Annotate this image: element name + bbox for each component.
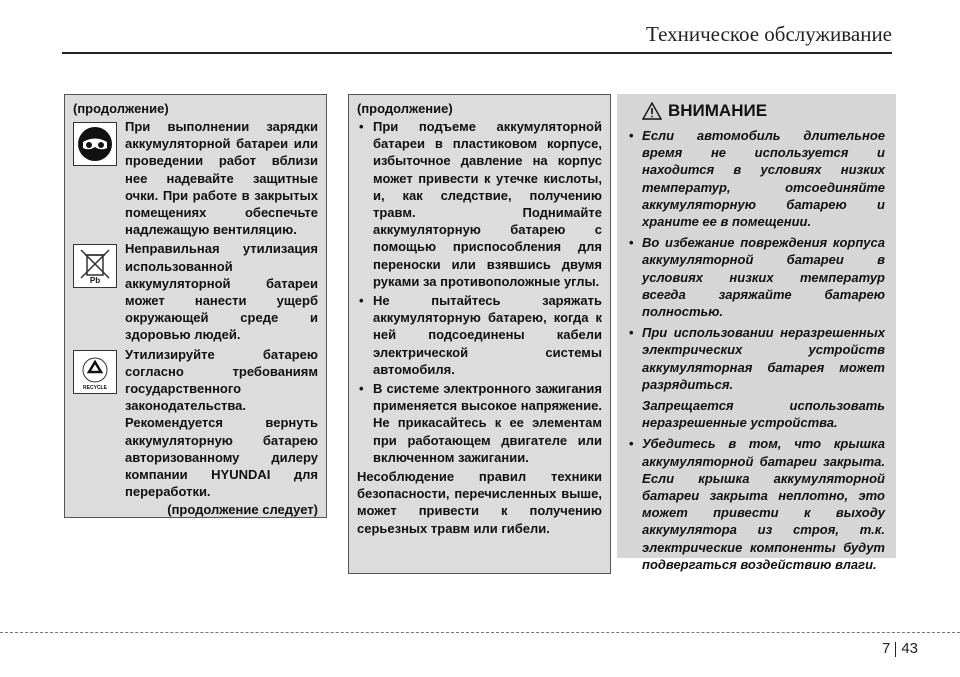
recycle-label: RECYCLE [83, 384, 107, 391]
caution-box [617, 94, 896, 572]
crossed-bin-icon [73, 244, 117, 288]
safety-goggles-icon [73, 122, 117, 166]
caution-title: ВНИМАНИЕ [668, 101, 768, 120]
disposal-row [73, 240, 318, 343]
page-number [882, 640, 918, 657]
goggles-text: При выполнении зарядки аккумуляторной батареи или проведении работ вблизи нее надевайте защитные очки. При работе в закрытых помещениях обеспечьте надлежащую вентиляцию. [125, 119, 318, 238]
chapter-number: 7 [881, 640, 891, 657]
page-separator [895, 642, 896, 657]
list-item: • Если автомобиль длительное время не используется и находится в условиях низких температур, отсоединяйте аккумуляторную батарею и храните ее в помещении. [628, 127, 885, 230]
recycle-text: Утилизируйте батарею согласно требованиям государственного законодательства. Рекомендуется вернуть аккумуляторную батарею авторизованному дилеру компании HYUNDAI для переработки. [125, 346, 318, 500]
disposal-text: Неправильная утилизация использованной аккумуляторной батареи может нанести ущерб окружающей среде и здоровью людей. [125, 241, 318, 343]
header-rule [62, 52, 892, 54]
battery-safety-box-2 [348, 94, 611, 574]
recycle-icon [73, 350, 117, 394]
recycle-row [73, 346, 318, 501]
caution-bullet-list-2 [628, 435, 885, 573]
list-item: • При использовании неразрешенных электрических устройств аккумуляторная батарея может разрядиться. [628, 324, 885, 393]
header-title: Техническое обслуживание [646, 22, 892, 46]
list-item: • Убедитесь в том, что крышка аккумуляторной батареи закрыта. Если крышка аккумуляторной батареи закрыта неплотно, это может привести к выходу аккумулятора из строя, т.к. электрические компоненты будут подвергаться воздействию влаги. [628, 435, 885, 573]
continued-label-2: (продолжение) [357, 101, 453, 116]
safety-bullet-list [357, 118, 602, 466]
battery-safety-box-1 [64, 94, 327, 518]
list-item: • Во избежание повреждения корпуса аккумуляторной батареи в условиях низких температур всегда заряжайте батарею полностью. [628, 234, 885, 320]
list-item: • В системе электронного зажигания применяется высокое напряжение. Не прикасайтесь к ее элементам при работающем двигателе или включенном зажигании. [357, 380, 602, 466]
pb-label: Pb [89, 276, 101, 286]
page-number-value: 43 [901, 640, 918, 657]
footer-rule [0, 632, 960, 633]
caution-bullet-list [628, 127, 885, 393]
continued-label: (продолжение) [73, 101, 169, 116]
goggles-row [73, 118, 318, 238]
continues-label: (продолжение следует) [167, 502, 318, 518]
list-item: • При подъеме аккумуляторной батареи в пластиковом корпусе, избыточное давление на корпус может привести к утечке кислоты, и, как следствие, получению травм. Поднимайте аккумуляторную батарею с помощью приспособления для переноски или взявшись двумя руками за противоположные углы. [357, 118, 602, 290]
list-item: • Не пытайтесь заряжать аккумуляторную батарею, когда к ней подсоединены кабели электрической системы автомобиля. [357, 292, 602, 378]
caution-extra-text: Запрещается использовать неразрешенные устройства. [642, 398, 885, 431]
caution-heading [642, 101, 885, 121]
warning-triangle-icon [642, 102, 662, 120]
closing-text: Несоблюдение правил техники безопасности, перечисленных выше, может привести к получению серьезных травм или гибели. [357, 469, 602, 536]
